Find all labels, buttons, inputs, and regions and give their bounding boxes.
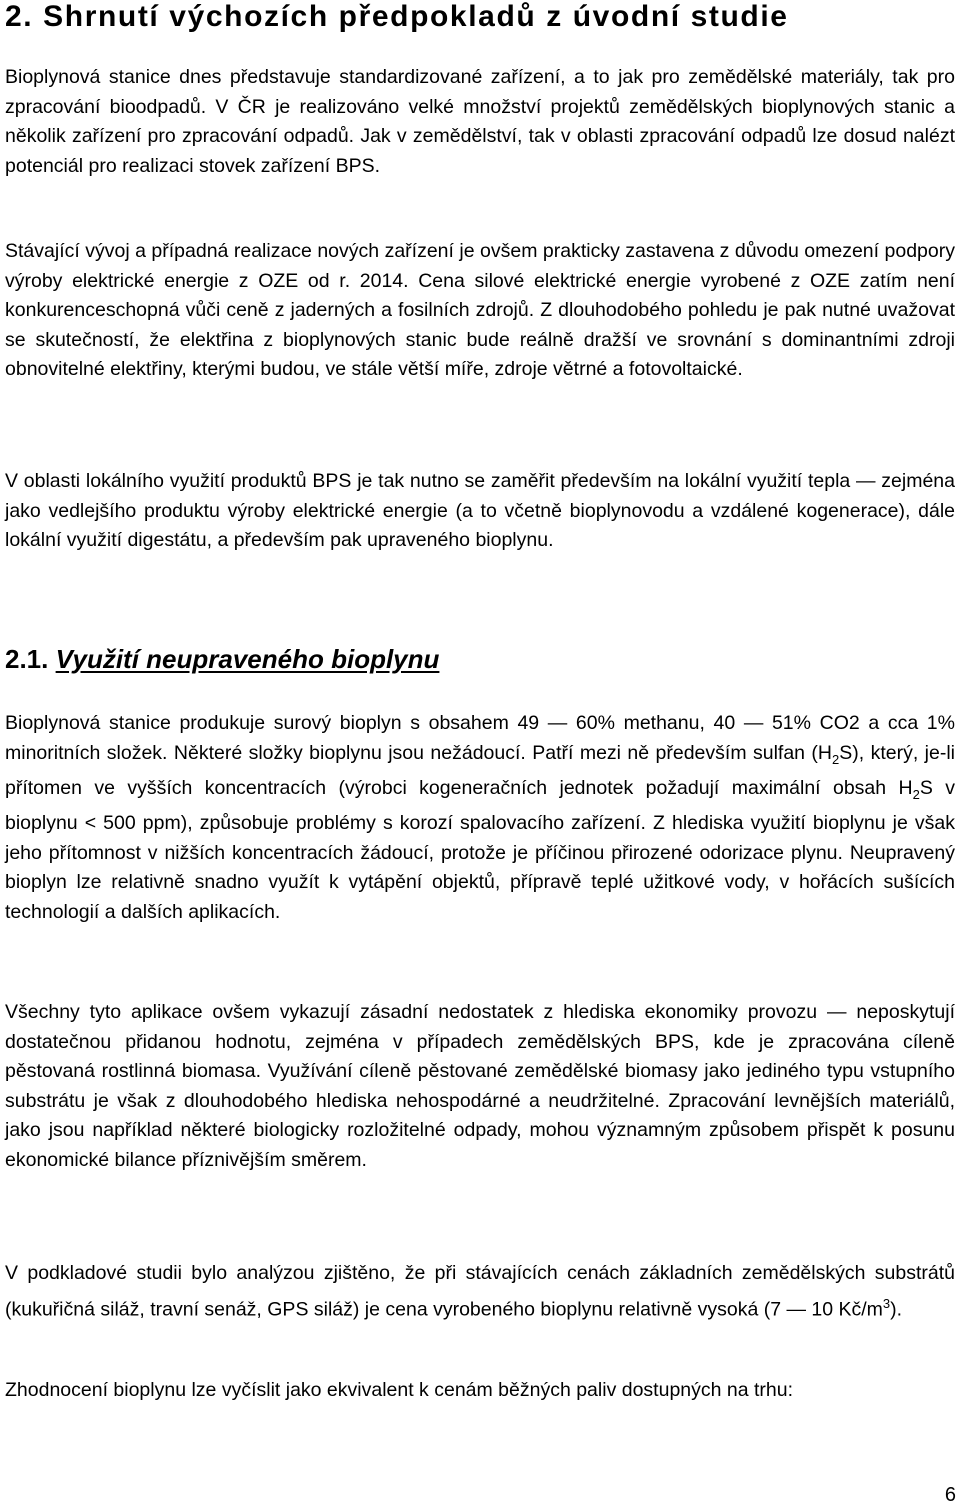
- paragraph-evaluation: Zhodnocení bioplynu lze vyčíslit jako ekvivalent k cenám běžných paliv dostupných na trhu:: [5, 1379, 794, 1401]
- paragraph-raw-biogas: [5, 709, 955, 927]
- subsection-heading: [5, 643, 439, 675]
- section-heading: [5, 0, 789, 34]
- subscript: 2: [912, 786, 920, 802]
- subsection-number: 2.1.: [5, 644, 49, 674]
- paragraph-study: [5, 1259, 955, 1325]
- paragraph-local-use: V oblasti lokálního využití produktů BPS je tak nutno se zaměřit především na lokální využití tepla — zejména jako vedlejšího produktu výroby elektrické energie (a to včetně bioplynovodu a vzdálené kogenerace), dále lokální využití digestátu, a především pak upraveného bioplynu.: [5, 470, 955, 551]
- text-run: V podkladové studii bylo analýzou zjištěno, že při stávajících cenách základních zemědělských substrátů (kukuřičná siláž, travní senáž, GPS siláž) je cena vyrobeného bioplynu relativně vysoká (7 — 10 Kč/m: [5, 1262, 955, 1320]
- text-run: S), který, je-li přítomen ve vyšších koncentracích (výrobci kogeneračních jednotek požadují maximální obsah H: [5, 741, 956, 799]
- text-run: ).: [890, 1298, 903, 1320]
- paragraph-economics: Všechny tyto aplikace ovšem vykazují zásadní nedostatek z hlediska ekonomiky provozu — neposkytují dostatečnou přidanou hodnotu, zejména v případech zemědělských BPS, kde je zpracována cíleně pěstovaná rostlinná biomasa. Využívání cíleně pěstované zemědělské biomasy jako jediného typu vstupního substrátu je však z dlouhodobého hlediska nehospodárné a neudržitelné. Zpracování levnějších materiálů, jako jsou například některé biologicky rozložitelné odpady, mohou významným způsobem přispět k posunu ekonomické bilance příznivějším směrem.: [5, 1001, 955, 1171]
- superscript: 3: [882, 1295, 891, 1311]
- subsection-title: Využití neupraveného bioplynu: [55, 644, 440, 674]
- paragraph-intro: Bioplynová stanice dnes představuje standardizované zařízení, a to jak pro zemědělské materiály, tak pro zpracování bioodpadů. V ČR je realizováno velké množství projektů zemědělských bioplynových stanic a několik zařízení pro zpracování odpadů. Jak v zemědělství, tak v oblasti zpracování odpadů lze dosud nalézt potenciál pro realizaci stovek zařízení BPS.: [5, 66, 955, 177]
- page-number: 6: [944, 1484, 956, 1506]
- text-run: Bioplynová stanice produkuje surový bioplyn s obsahem 49 — 60% methanu, 40 — 51% CO2 a cca 1% minoritních složek. Některé složky bioplynu jsou nežádoucí. Patří mezi ně především sulfan (H: [5, 712, 955, 764]
- paragraph-development: Stávající vývoj a případná realizace nových zařízení je ovšem prakticky zastavena z důvodu omezení podpory výroby elektrické energie z OZE od r. 2014. Cena silové elektrické energie vyrobené z OZE zatím není konkurenceschopná vůči ceně z jaderných a fosilních zdrojů. Z dlouhodobého pohledu je pak nutné uvažovat se skutečností, že elektřina z bioplynových stanic bude reálně dražší ve srovnání s dominantními zdroji obnovitelné elektřiny, kterými budou, ve stále větší míře, zdroje větrné a fotovoltaické.: [5, 240, 955, 380]
- subscript: 2: [832, 751, 840, 767]
- section-number: 2.: [5, 0, 34, 33]
- text-run: S v bioplynu < 500 ppm), způsobuje problémy s korozí spalovacího zařízení. Z hlediska využití bioplynu je však jeho přítomnost v nižších koncentracích žádoucí, protože je příčinou přirozené odorizace plynu. Neupravený bioplyn lze relativně snadno využít k vytápění objektů, přípravě teplé užitkové vody, v hořácích sušících technologií a dalších aplikacích.: [5, 776, 955, 923]
- section-title: Shrnutí výchozích předpokladů z úvodní studie: [43, 0, 789, 33]
